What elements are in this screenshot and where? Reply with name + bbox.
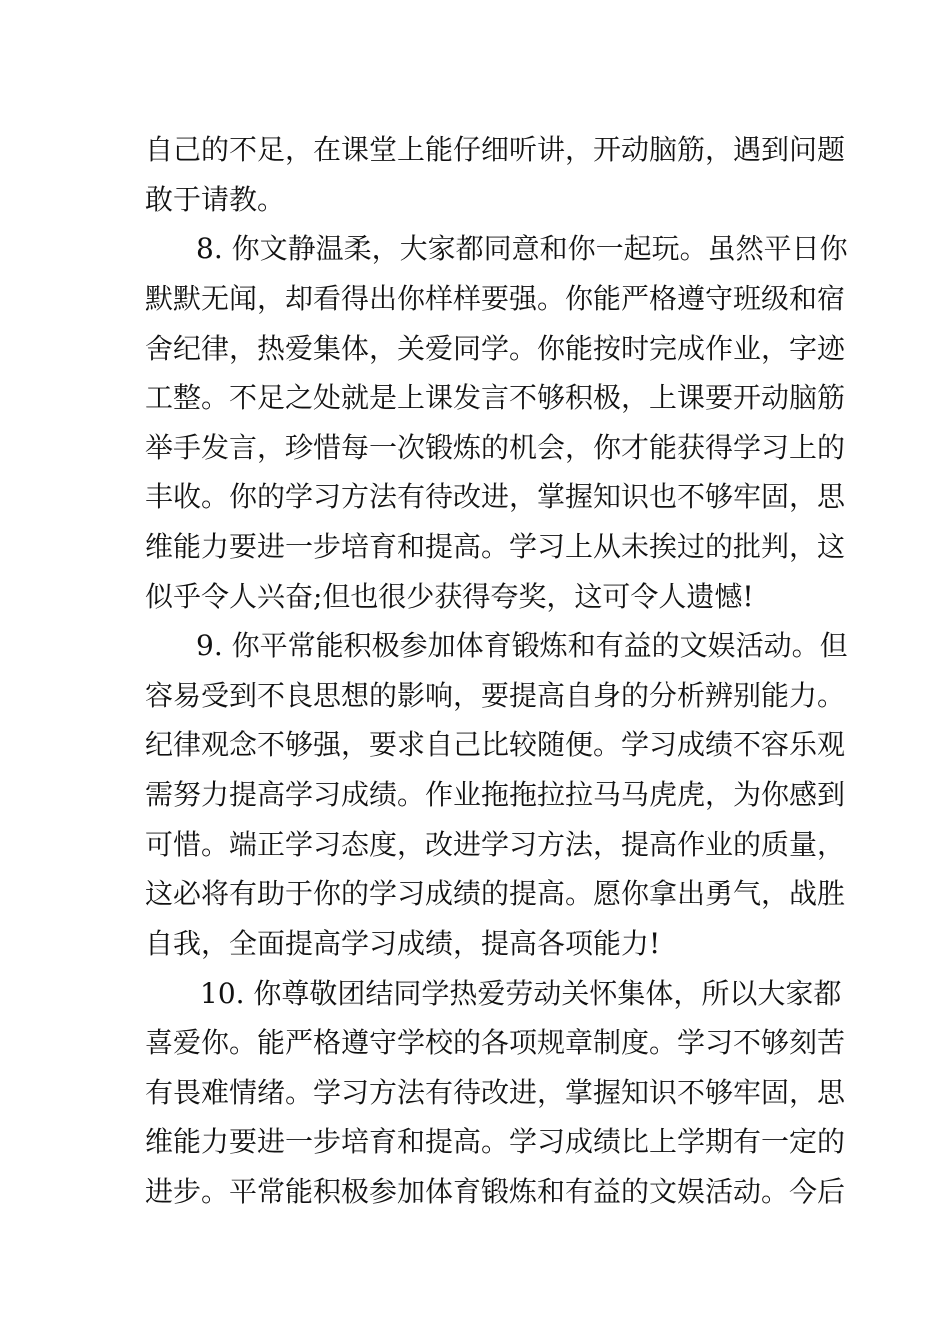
text-line: 有畏难情绪。学习方法有待改进，掌握知识不够牢固，思 xyxy=(145,1076,846,1109)
text-line: 举手发言，珍惜每一次锻炼的机会，你才能获得学习上的 xyxy=(145,431,846,464)
text-line: 似乎令人兴奋;但也很少获得夸奖，这可令人遗憾! xyxy=(145,580,754,613)
text-line: 维能力要进一步培育和提高。学习上从未挨过的批判，这 xyxy=(145,530,846,563)
text-line: 纪律观念不够强，要求自己比较随便。学习成绩不容乐观 xyxy=(145,728,846,761)
paragraph-9-start: 9. 你平常能积极参加体育锻炼和有益的文娱活动。但 xyxy=(196,629,848,662)
text-line: 进步。平常能积极参加体育锻炼和有益的文娱活动。今后 xyxy=(145,1175,846,1208)
paragraph-8-start: 8. 你文静温柔，大家都同意和你一起玩。虽然平日你 xyxy=(196,232,848,265)
paragraph-10-start: 10. 你尊敬团结同学热爱劳动关怀集体，所以大家都 xyxy=(200,977,842,1010)
text-line: 自己的不足，在课堂上能仔细听讲，开动脑筋，遇到问题 xyxy=(145,133,846,166)
text-line: 自我，全面提高学习成绩，提高各项能力! xyxy=(145,927,661,960)
text-line: 喜爱你。能严格遵守学校的各项规章制度。学习不够刻苦 xyxy=(145,1026,846,1059)
text-line: 容易受到不良思想的影响，要提高自身的分析辨别能力。 xyxy=(145,679,846,712)
text-line: 需努力提高学习成绩。作业拖拖拉拉马马虎虎，为你感到 xyxy=(145,778,846,811)
text-line: 可惜。端正学习态度，改进学习方法，提高作业的质量， xyxy=(145,828,846,861)
text-line: 这必将有助于你的学习成绩的提高。愿你拿出勇气，战胜 xyxy=(145,877,846,910)
text-line: 默默无闻，却看得出你样样要强。你能严格遵守班级和宿 xyxy=(145,282,846,315)
text-line: 丰收。你的学习方法有待改进，掌握知识也不够牢固，思 xyxy=(145,480,846,513)
text-line: 工整。不足之处就是上课发言不够积极，上课要开动脑筋 xyxy=(145,381,846,414)
text-line: 舍纪律，热爱集体，关爱同学。你能按时完成作业，字迹 xyxy=(145,332,846,365)
text-line: 维能力要进一步培育和提高。学习成绩比上学期有一定的 xyxy=(145,1125,846,1158)
text-line: 敢于请教。 xyxy=(145,183,286,216)
